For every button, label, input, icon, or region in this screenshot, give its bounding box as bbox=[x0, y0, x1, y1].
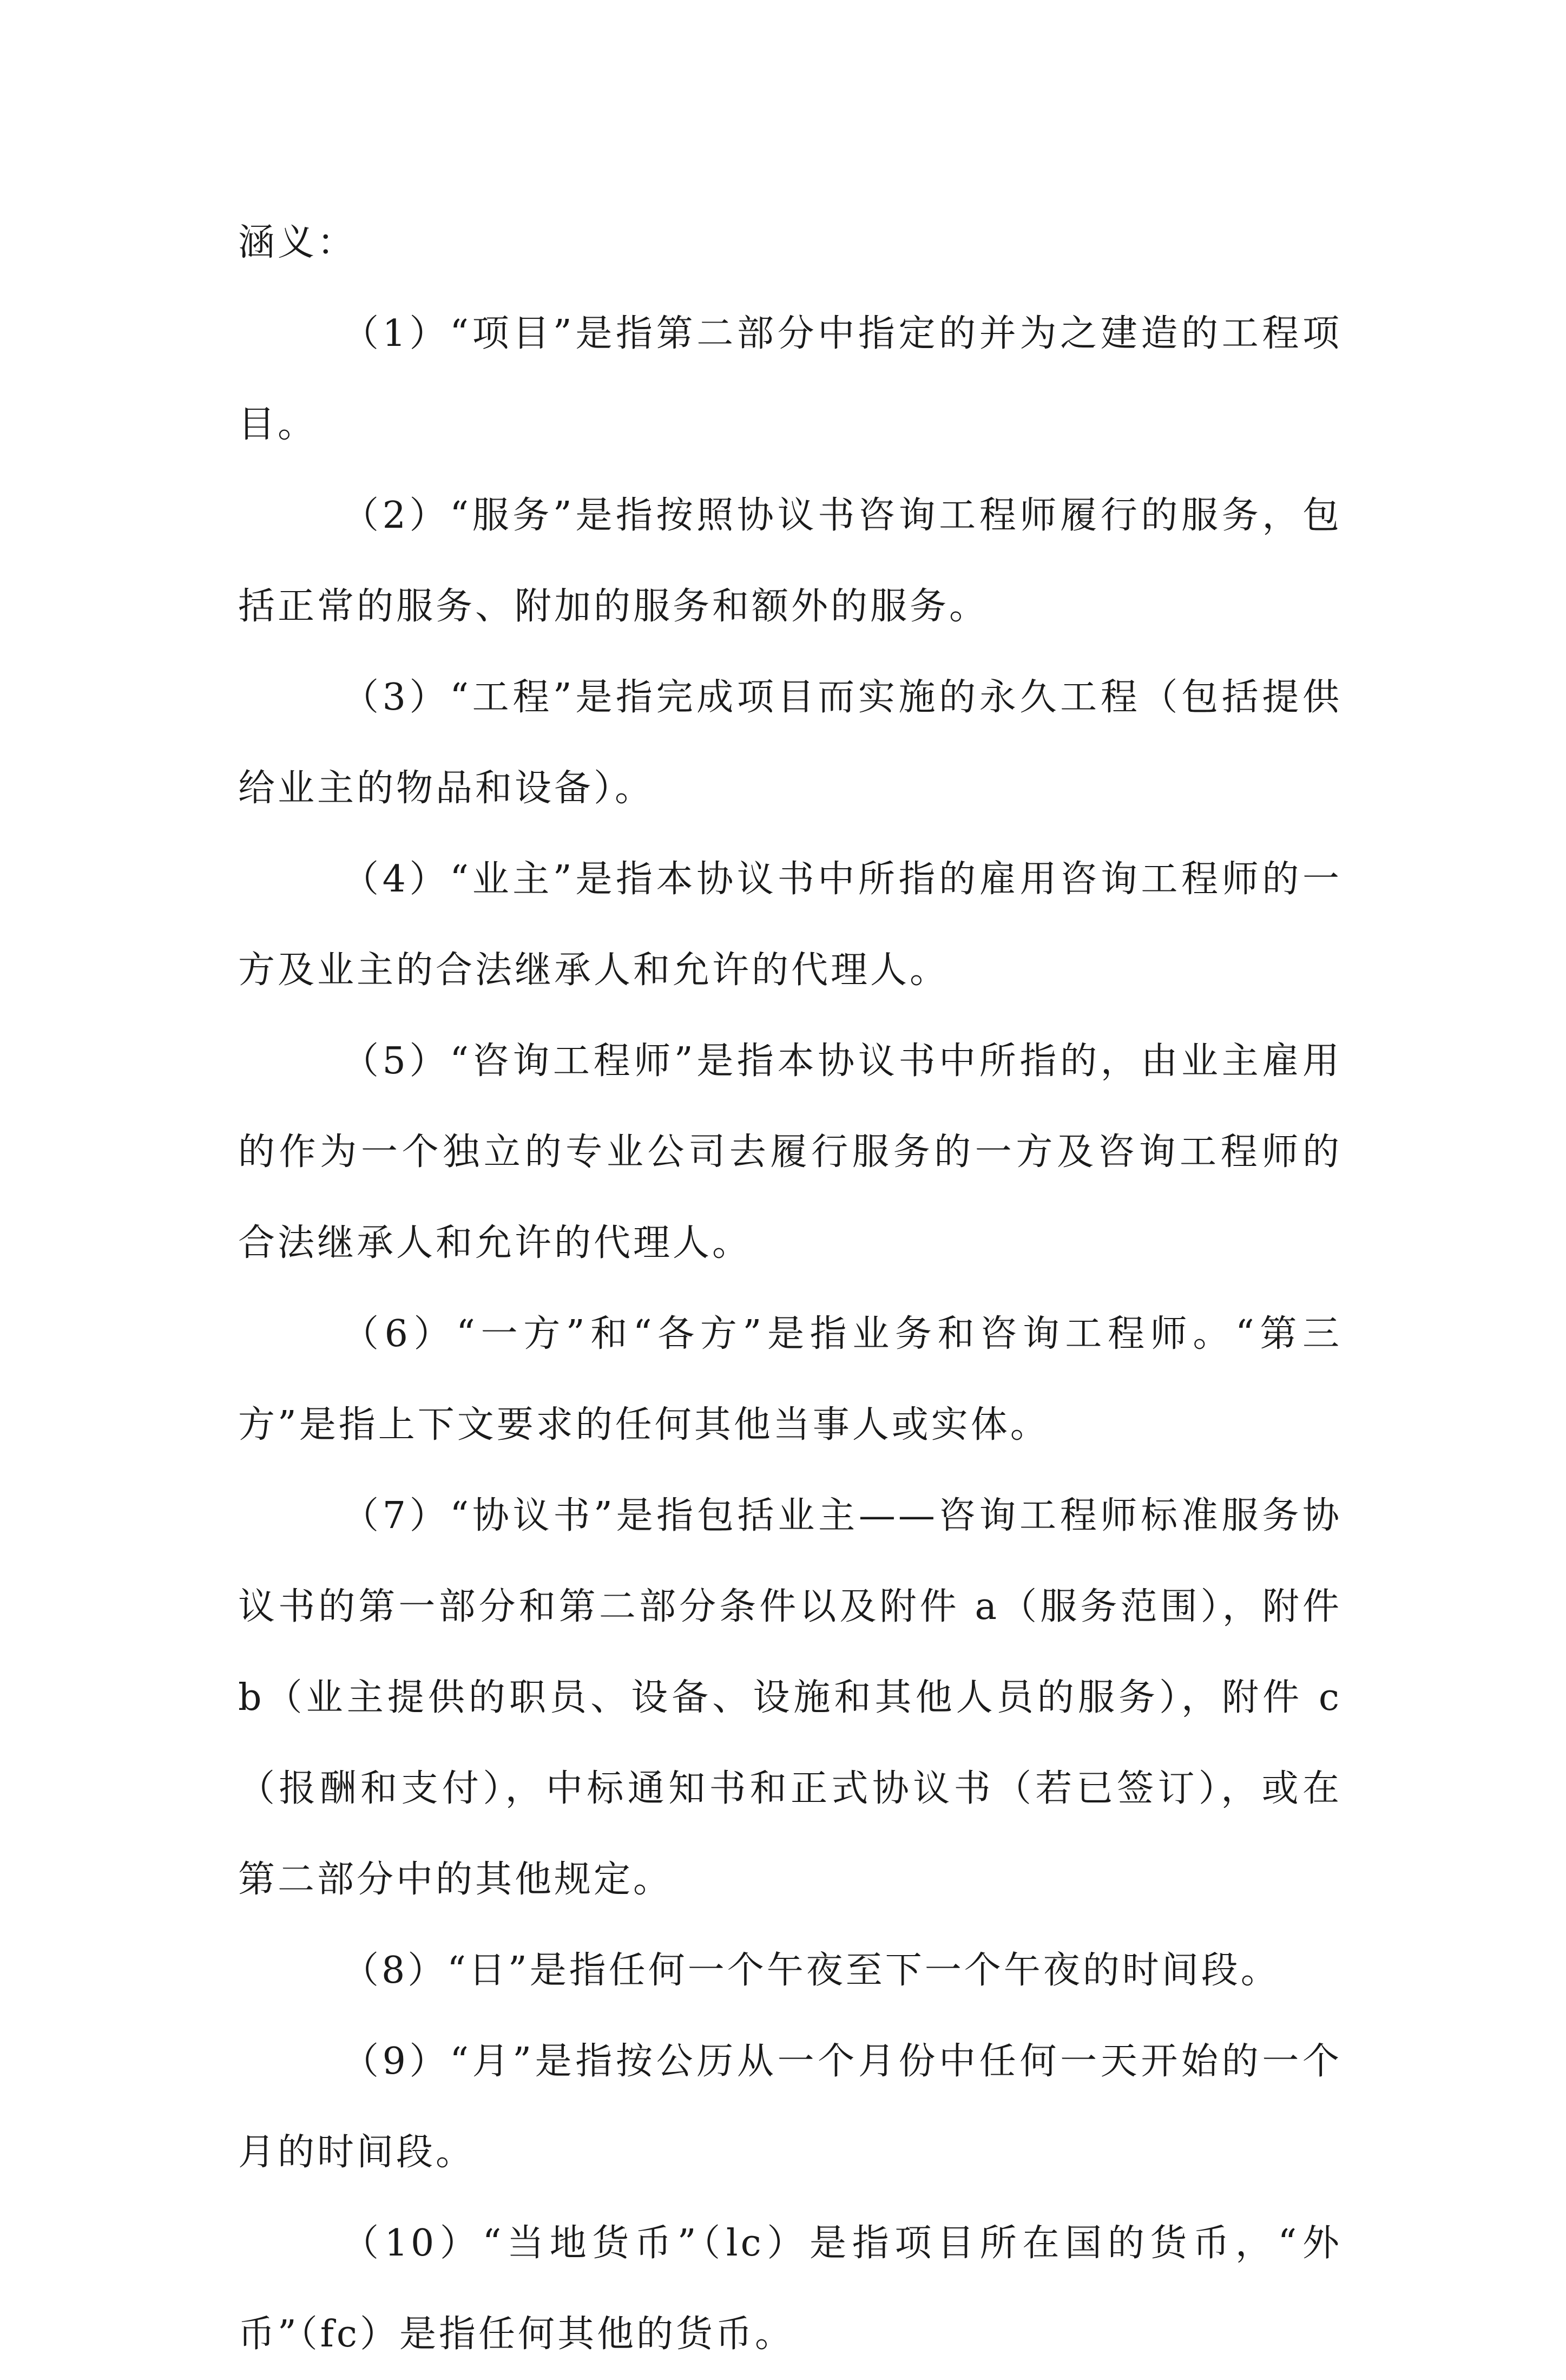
clause-10: （10）“当地货币”（lc）是指项目所在国的货币，“外币”（fc）是指任何其他的货币。 bbox=[238, 2222, 1342, 2356]
clause-7: （7）“协议书”是指包括业主——咨询工程师标准服务协议书的第一部分和第二部分条件以及附件 a（服务范围），附件 b（业主提供的职员、设备、设施和其他人员的服务），附件 c（报酬和支付），中标通知书和正式协议书（若已签订），或在第二部分中的其他规定。 bbox=[238, 1494, 1342, 1901]
clause-2: （2）“服务”是指按照协议书咨询工程师履行的服务，包括正常的服务、附加的服务和额外的服务。 bbox=[238, 494, 1342, 628]
clause-9: （9）“月”是指按公历从一个月份中任何一天开始的一个月的时间段。 bbox=[238, 2040, 1342, 2174]
clause-3: （3）“工程”是指完成项目而实施的永久工程（包括提供给业主的物品和设备）。 bbox=[238, 676, 1342, 810]
clause-4: （4）“业主”是指本协议书中所指的雇用咨询工程师的一方及业主的合法继承人和允许的代理人。 bbox=[238, 858, 1342, 992]
document-body bbox=[238, 198, 1342, 2380]
intro-line: 涵义： bbox=[238, 221, 357, 264]
clause-1: （1）“项目”是指第二部分中指定的并为之建造的工程项目。 bbox=[238, 312, 1342, 446]
clause-6: （6）“一方”和“各方”是指业务和咨询工程师。“第三方”是指上下文要求的任何其他当事人或实体。 bbox=[238, 1313, 1342, 1446]
clause-5: （5）“咨询工程师”是指本协议书中所指的，由业主雇用的作为一个独立的专业公司去履行服务的一方及咨询工程师的合法继承人和允许的代理人。 bbox=[238, 1040, 1342, 1264]
clause-8: （8）“日”是指任何一个午夜至下一个午夜的时间段。 bbox=[342, 1949, 1280, 1992]
